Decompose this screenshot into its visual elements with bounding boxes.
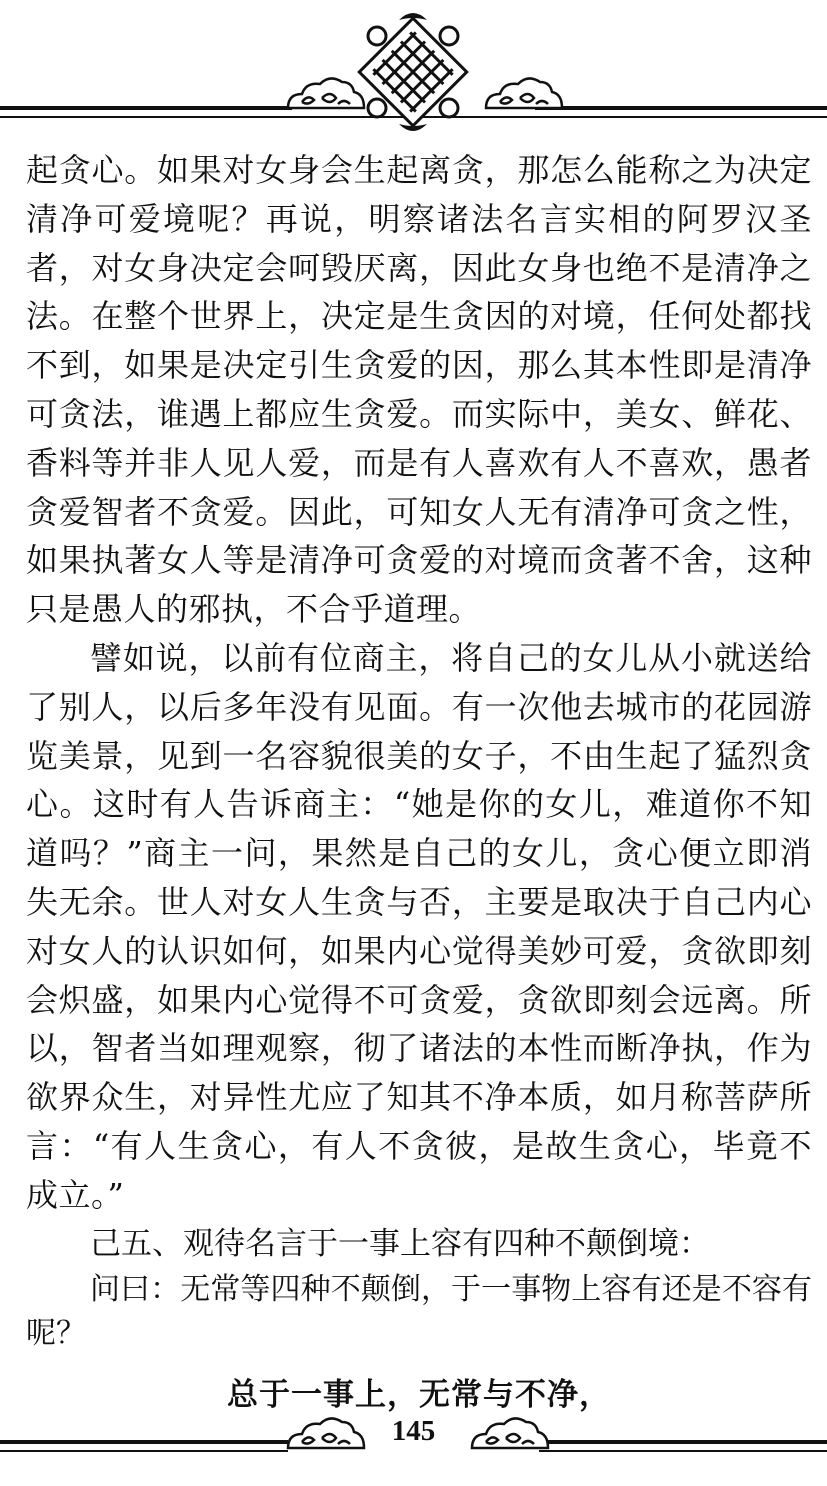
question-paragraph: 问曰：无常等四种不颠倒，于一事物上容有还是不容有呢？ bbox=[26, 1272, 812, 1352]
endless-knot-icon bbox=[359, 13, 466, 131]
header-ornament bbox=[0, 0, 827, 140]
section-heading: 己五、观待名言于一事上容有四种不颠倒境： bbox=[90, 1225, 710, 1262]
paragraph-2: 譬如说，以前有位商主，将自己的女儿从小就送给了别人，以后多年没有见面。有一次他去城市的花园游览美景，见到一名容貌很美的女子，不由生起了猛烈贪心。这时有人告诉商主：“她是你的女儿，难道你不知道吗？”商主一问，果然是自己的女儿，贪心便立即消失无余。世人对女人生贪与否，主要是取决于自己内心对女人的认识如何，如果内心觉得美妙可爱，贪欲即刻会炽盛，如果内心觉得不可贪爱，贪欲即刻会远离。所以，智者当如理观察，彻了诸法的本性而断净执，作为欲界众生，对异性尤应了知其不净本质，如月称菩萨所言：“有人生贪心，有人不贪彼，是故生贪心，毕竟不成立。” bbox=[26, 638, 812, 1214]
paragraph-1: 起贪心。如果对女身会生起离贪，那怎么能称之为决定清净可爱境呢？再说，明察诸法名言实相的阿罗汉圣者，对女身决定会呵毁厌离，因此女身也绝不是清净之法。在整个世界上，决定是生贪因的对境，任何处都找不到，如果是决定引生贪爱的因，那么其本性即是清净可贪法，谁遇上都应生贪爱。而实际中，美女、鲜花、香料等并非人见人爱，而是有人喜欢有人不喜欢，愚者贪爱智者不贪爱。因此，可知女人无有清净可贪之性，如果执著女人等是清净可贪爱的对境而贪著不舍，这种只是愚人的邪执，不合乎道理。 bbox=[26, 151, 812, 629]
cloud-scroll-icon bbox=[288, 78, 364, 108]
cloud-scroll-icon bbox=[486, 78, 827, 108]
page-number: 145 bbox=[391, 1415, 436, 1447]
main-text bbox=[26, 146, 812, 1420]
verse-line: 总于一事上，无常与不净， bbox=[227, 1377, 611, 1414]
